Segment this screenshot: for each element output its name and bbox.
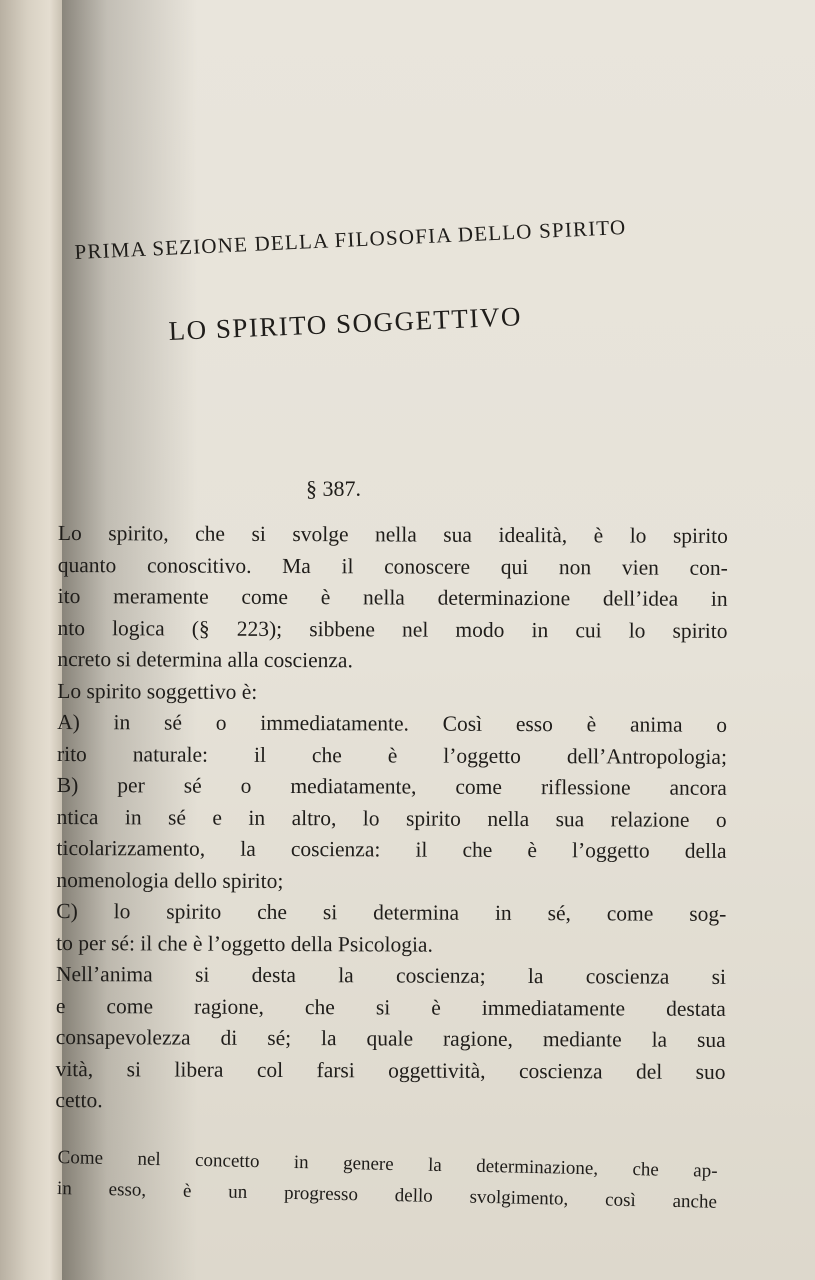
body-line: ncreto si determina alla coscienza.	[57, 646, 353, 673]
chapter-title: LO SPIRITO SOGGETTIVO	[168, 301, 523, 346]
section-heading: PRIMA SEZIONE DELLA FILOSOFIA DELLO SPIRITO	[74, 214, 627, 264]
body-line: rito naturale: il che è l’oggetto dell’Antropologia;	[56, 741, 728, 769]
body-line: Lo spirito, che si svolge nella sua idealità, è lo spirito	[57, 521, 728, 548]
body-line: Lo spirito soggettivo è:	[57, 678, 258, 704]
body-line: quanto conoscitivo. Ma il conoscere qui non vien con-	[57, 552, 728, 580]
body-line: A) in sé o immediatamente. Così esso è anima o	[57, 709, 728, 737]
paragraph-number: § 387.	[306, 476, 361, 501]
footnote-line: Come nel concetto in genere la determinazione, che ap-	[57, 1146, 718, 1182]
body-line: ntica in sé e in altro, lo spirito nella sua relazione o	[56, 804, 727, 832]
book-spine	[0, 0, 62, 1280]
body-line: e come ragione, che si è immediatamente destata	[55, 993, 726, 1021]
body-line: B) per sé o mediatamente, come riflessione ancora	[56, 772, 727, 800]
footnote-line: in esso, è un progresso dello svolgimento, così anche	[56, 1177, 718, 1213]
body-line: ito meramente come è nella determinazione dell’idea in	[57, 583, 728, 611]
body-line: cetto.	[55, 1087, 103, 1113]
body-line: to per sé: il che è l’oggetto della Psicologia.	[56, 930, 433, 957]
body-line: consapevolezza di sé; la quale ragione, mediante la sua	[55, 1024, 726, 1052]
body-line: nomenologia dello spirito;	[56, 867, 284, 893]
body-line: nto logica (§ 223); sibbene nel modo in cui lo spirito	[57, 615, 728, 643]
body-text	[55, 518, 728, 1119]
body-line: ticolarizzamento, la coscienza: il che è l’oggetto della	[56, 835, 727, 863]
body-line: vità, si libera col farsi oggettività, coscienza del suo	[55, 1056, 726, 1084]
book-page	[55, 0, 815, 1280]
footnote	[57, 1142, 718, 1218]
body-line: Nell’anima si desta la coscienza; la coscienza si	[55, 961, 727, 989]
body-line: C) lo spirito che si determina in sé, come sog-	[56, 898, 727, 926]
